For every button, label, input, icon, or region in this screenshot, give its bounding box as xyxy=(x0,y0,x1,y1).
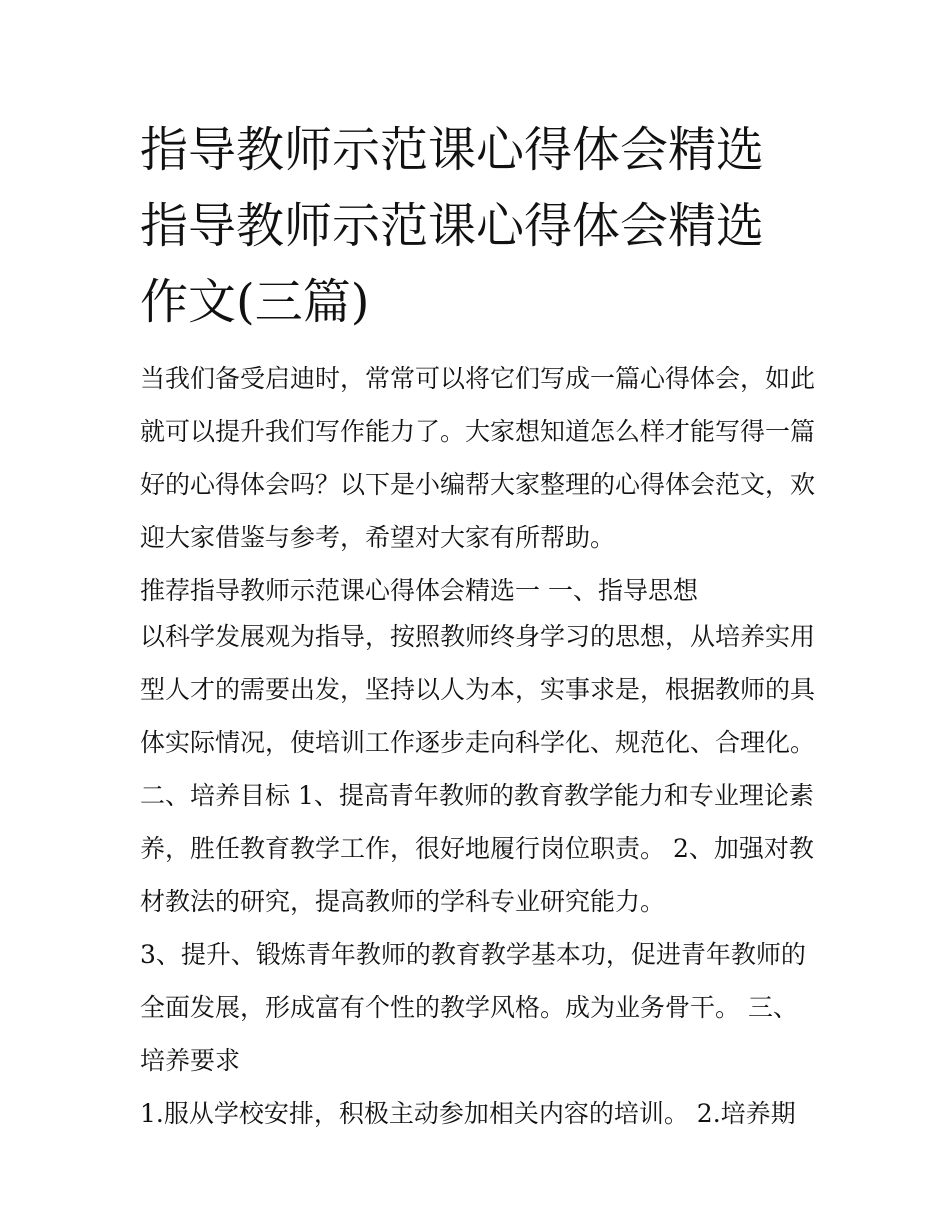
body-line: 以科学发展观为指导，按照教师终身学习的思想，从培养实用 xyxy=(140,622,816,651)
body-line: 体实际情况，使培训工作逐步走向科学化、规范化、合理化。 xyxy=(140,728,816,757)
document-body xyxy=(140,356,830,1144)
title-line: 指导教师示范课心得体会精选 xyxy=(140,122,765,178)
body-line: 1.服从学校安排，积极主动参加相关内容的培训。 2.培养期 xyxy=(140,1099,796,1128)
body-line: 养，胜任教育教学工作，很好地履行岗位职责。 2、加强对教 xyxy=(140,834,814,863)
body-line: 好的心得体会吗？以下是小编帮大家整理的心得体会范文，欢 xyxy=(140,470,816,499)
body-line: 材教法的研究，提高教师的学科专业研究能力。 xyxy=(140,887,666,916)
body-line: 当我们备受启迪时，常常可以将它们写成一篇心得体会，如此 xyxy=(140,364,816,393)
title-line: 指导教师示范课心得体会精选 xyxy=(140,198,765,254)
body-line: 二、培养目标 1、提高青年教师的教育教学能力和专业理论素 xyxy=(140,781,814,810)
document-title xyxy=(140,112,840,340)
body-line: 培养要求 xyxy=(140,1046,241,1075)
body-line: 全面发展，形成富有个性的教学风格。成为业务骨干。 三、 xyxy=(140,993,798,1022)
body-line: 就可以提升我们写作能力了。大家想知道怎么样才能写得一篇 xyxy=(140,417,816,446)
body-line: 推荐指导教师示范课心得体会精选一 一、指导思想 xyxy=(140,576,698,605)
body-line: 型人才的需要出发，坚持以人为本，实事求是，根据教师的具 xyxy=(140,675,816,704)
body-line: 3、提升、锻炼青年教师的教育教学基本功，促进青年教师的 xyxy=(140,940,806,969)
title-line: 作文(三篇) xyxy=(140,274,370,330)
body-line: 迎大家借鉴与参考，希望对大家有所帮助。 xyxy=(140,523,616,552)
